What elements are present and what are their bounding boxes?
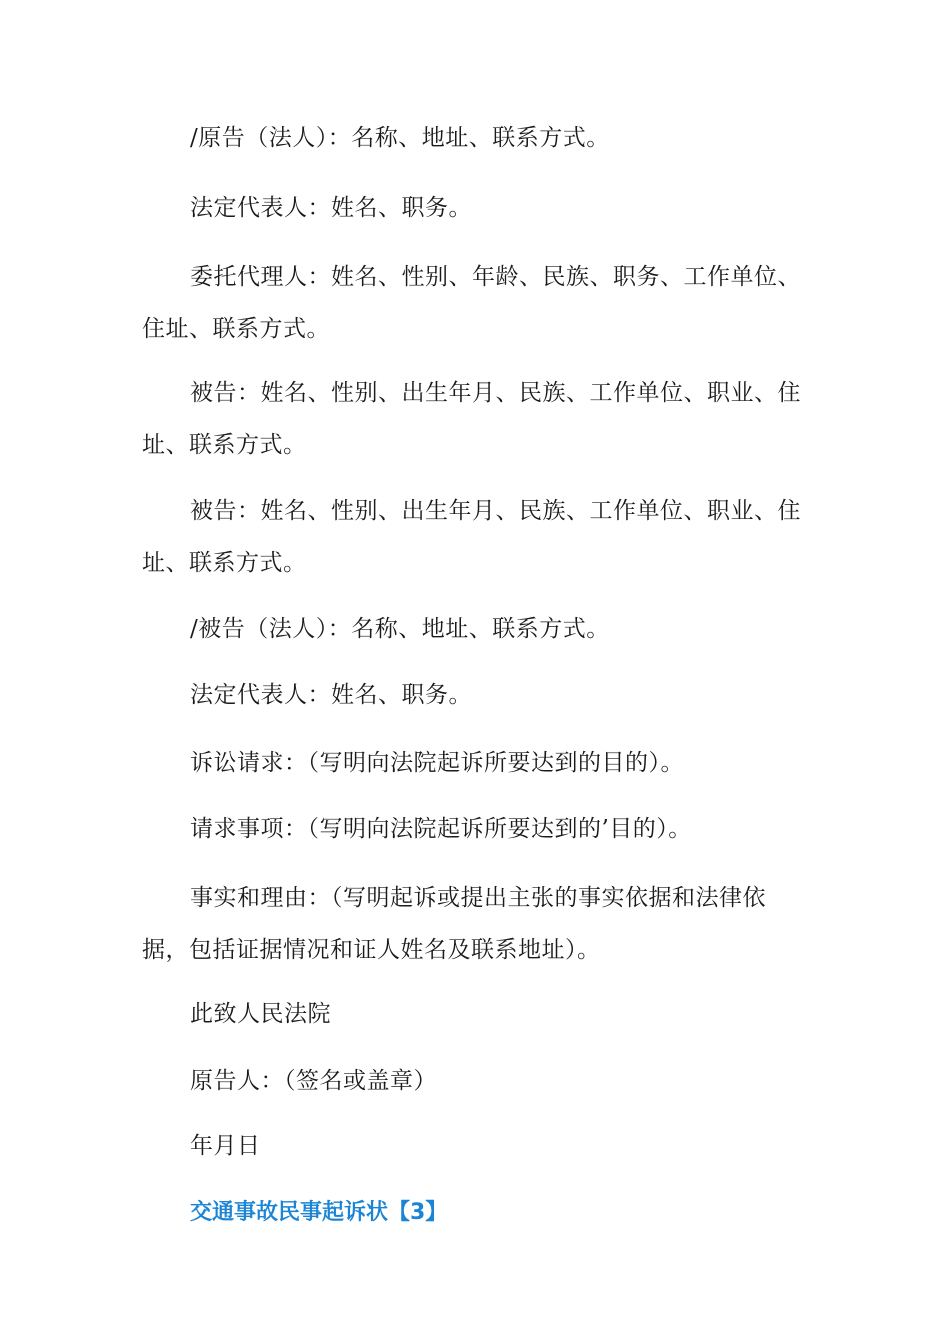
plaintiff-legal-entity-line: /原告（法人）：名称、地址、联系方式。	[190, 125, 610, 151]
entrusted-agent-line: 委托代理人：姓名、性别、年龄、民族、职务、工作单位、住址、联系方式。	[142, 264, 801, 342]
defendant-line-2: 被告：姓名、性别、出生年月、民族、工作单位、职业、住址、联系方式。	[142, 498, 801, 576]
defendant-legal-entity-line: /被告（法人）：名称、地址、联系方式。	[190, 616, 610, 642]
request-items-line: 请求事项：（写明向法院起诉所要达到的’目的）。	[190, 816, 692, 842]
litigation-request-line: 诉讼请求：（写明向法院起诉所要达到的目的）。	[190, 750, 684, 776]
salutation-line: 此致人民法院	[190, 1001, 331, 1027]
defendant-legal-representative-line: 法定代表人：姓名、职务。	[190, 682, 472, 708]
facts-and-reasons-line: 事实和理由：（写明起诉或提出主张的事实依据和法律依据，包括证据情况和证人姓名及联系地址）。	[142, 885, 766, 963]
defendant-line-1: 被告：姓名、性别、出生年月、民族、工作单位、职业、住址、联系方式。	[142, 380, 801, 458]
section-heading-link[interactable]: 交通事故民事起诉状【3】	[190, 1200, 448, 1225]
plaintiff-signature-line: 原告人：（签名或盖章）	[190, 1068, 437, 1094]
date-line: 年月日	[190, 1133, 261, 1159]
plaintiff-legal-representative-line: 法定代表人：姓名、职务。	[190, 195, 472, 221]
